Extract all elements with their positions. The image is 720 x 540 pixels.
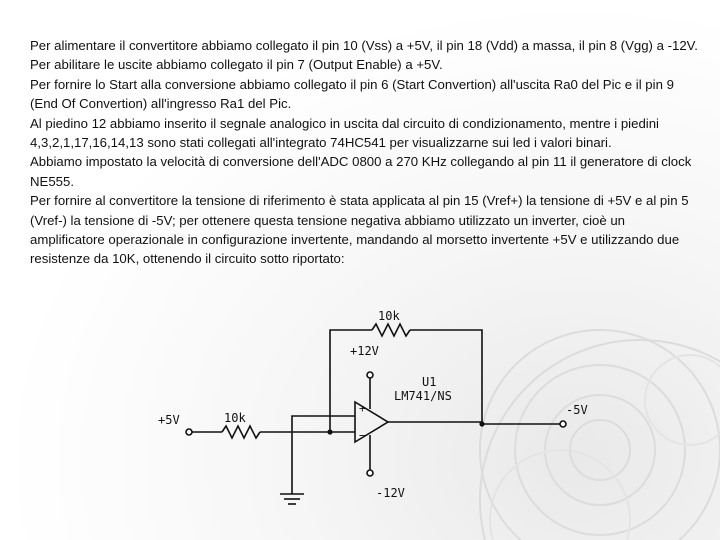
input-terminal [186, 429, 192, 435]
input-resistor-label: 10k [224, 411, 246, 425]
junction-output-node [479, 421, 484, 426]
paragraph-reference-voltage: Per fornire al convertitore la tensione di riferimento è stata applicata al pin 15 (Vref+) la tensione di +5V e al pin 5 (Vref-) la tensione di -5V; per ottenere questa tensione negativa abbiamo utilizzato un inverter, cioè un amplificatore operazionale in configurazione invertente, mandando al morsetto invertente +5V e utilizzando due resistenze da 10K, ottenendo il circuito sotto riportato: [30, 193, 689, 267]
paragraph-start-conversion: Per fornire lo Start alla conversione abbiamo collegato il pin 6 (Start Convertion) all'uscita Ra0 del Pic e il pin 9 (End Of Convertion) all'ingresso Ra1 del Pic. [30, 76, 674, 112]
inverter-circuit-diagram [150, 300, 610, 530]
negative-supply-terminal [367, 470, 373, 476]
output-voltage-label: -5V [566, 403, 588, 417]
output-wire [388, 422, 560, 424]
input-voltage-label: +5V [158, 413, 180, 427]
paragraph-clock: Abbiamo impostato la velocità di conversione dell'ADC 0800 a 270 KHz collegando al pin 11 il generatore di clock NE555. [30, 154, 692, 189]
body-text [30, 36, 698, 269]
output-terminal [560, 421, 566, 427]
paragraph-power: Per alimentare il convertitore abbiamo collegato il pin 10 (Vss) a +5V, il pin 18 (Vdd) a massa, il pin 8 (Vgg) a -12V. [30, 38, 698, 53]
feedback-resistor [372, 324, 410, 336]
paragraph-analog-input: Al piedino 12 abbiamo inserito il segnale analogico in uscita dal circuito di condizionamento, mentre i piedini 4,3,2,1,17,16,14,13 sono stati collegati all'integrato 74HC541 per visualizzarne sui led i valori binari. [30, 115, 659, 151]
opamp-minus-sign: − [359, 429, 366, 442]
junction-inverting-node [327, 429, 332, 434]
opamp-plus-sign: + [359, 402, 366, 415]
feedback-resistor-label: 10k [378, 309, 400, 323]
negative-supply-label: -12V [376, 486, 405, 500]
input-resistor [222, 426, 260, 438]
feedback-wire-right [410, 330, 482, 424]
positive-supply-label: +12V [350, 344, 379, 358]
paragraph-output-enable: Per abilitare le uscite abbiamo collegato il pin 7 (Output Enable) a +5V. [30, 57, 443, 73]
ground-wire [292, 416, 355, 494]
positive-supply-terminal [367, 372, 373, 378]
opamp-part-label: LM741/NS [394, 389, 452, 403]
opamp-reference-label: U1 [422, 375, 437, 389]
